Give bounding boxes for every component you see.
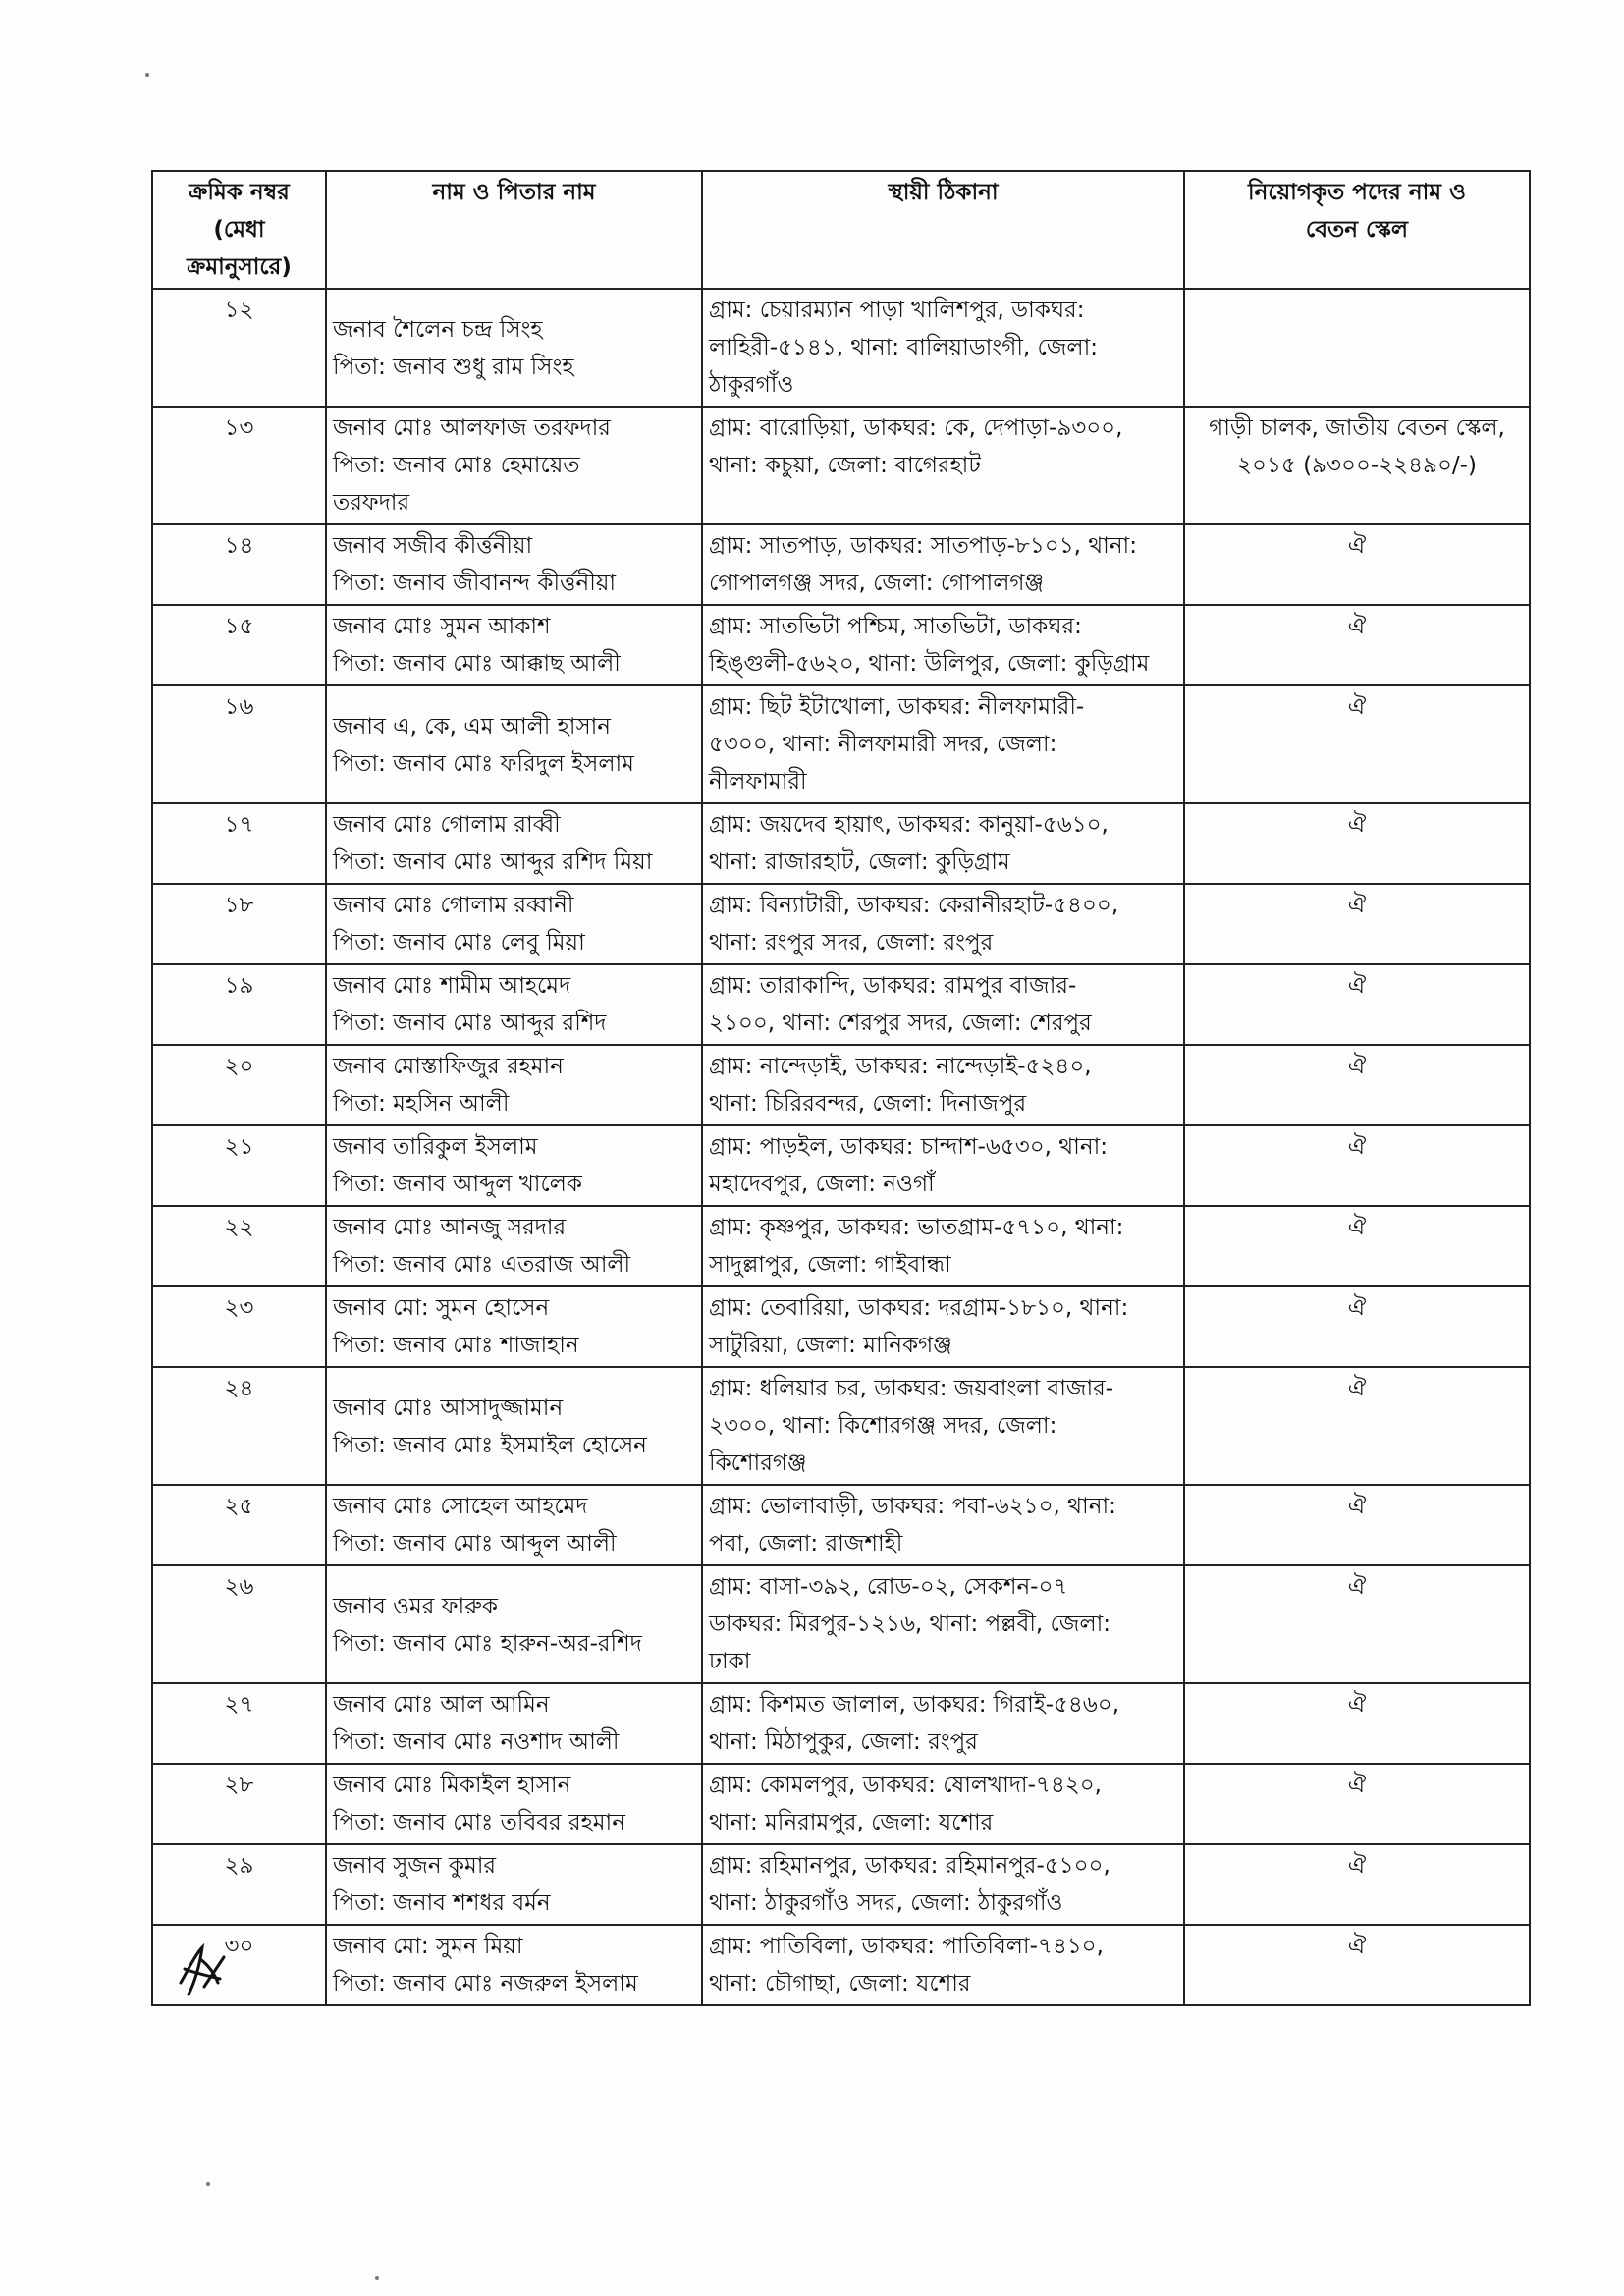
address-line: গ্রাম: সাতপাড়, ডাকঘর: সাতপাড়-৮১০১, থানা:	[709, 533, 1137, 559]
address-line: গ্রাম: পাতিবিলা, ডাকঘর: পাতিবিলা-৭৪১০,	[709, 1934, 1104, 1959]
address-cell	[702, 1485, 1184, 1565]
table-row	[152, 407, 1530, 524]
serial-number: ১৮	[152, 884, 326, 964]
post-name: ঐ	[1347, 1494, 1367, 1519]
post-name: ঐ	[1347, 1215, 1367, 1240]
father-name: পিতা: জনাব মোঃ তবিবর রহমান	[333, 1810, 625, 1835]
address-line: গ্রাম: তেবারিয়া, ডাকঘর: দরগ্রাম-১৮১০, থানা:	[709, 1295, 1129, 1321]
name-cell	[326, 1206, 702, 1286]
table-row	[152, 1206, 1530, 1286]
name-cell	[326, 1045, 702, 1125]
appointee-name: জনাব মোঃ আনজু সরদার	[333, 1215, 567, 1240]
name-cell	[326, 1844, 702, 1925]
father-name: পিতা: জনাব মোঃ নজরুল ইসলাম	[333, 1971, 638, 1996]
serial-number: ২২	[152, 1206, 326, 1286]
address-line: নীলফামারী	[709, 769, 807, 794]
address-line: গ্রাম: কিশমত জালাল, ডাকঘর: গিরাই-৫৪৬০,	[709, 1692, 1120, 1718]
father-name: পিতা: জনাব মোঃ নওশাদ আলী	[333, 1729, 620, 1755]
name-cell	[326, 685, 702, 803]
address-cell	[702, 1206, 1184, 1286]
address-cell	[702, 605, 1184, 685]
post-cell	[1184, 1844, 1530, 1925]
appointee-name: জনাব মোঃ শামীম আহমেদ	[333, 973, 571, 999]
serial-number: ১৩	[152, 407, 326, 524]
father-name: পিতা: জনাব মোঃ ইসমাইল হোসেন	[333, 1433, 647, 1458]
table-row	[152, 1844, 1530, 1925]
name-cell	[326, 1925, 702, 2005]
address-line: গ্রাম: ছিট ইটাখোলা, ডাকঘর: নীলফামারী-	[709, 694, 1085, 720]
address-line: গ্রাম: পাড়ইল, ডাকঘর: চান্দাশ-৬৫৩০, থানা:	[709, 1134, 1108, 1160]
address-cell	[702, 1125, 1184, 1206]
father-name: পিতা: মহসিন আলী	[333, 1091, 510, 1117]
address-line: থানা: কচুয়া, জেলা: বাগেরহাট	[709, 453, 981, 478]
appointee-name: জনাব মোঃ সুমন আকাশ	[333, 614, 551, 639]
address-cell	[702, 289, 1184, 407]
address-line: গ্রাম: ধলিয়ার চর, ডাকঘর: জয়বাংলা বাজার-	[709, 1376, 1114, 1401]
table-row	[152, 1286, 1530, 1367]
address-cell	[702, 1565, 1184, 1683]
address-line: গ্রাম: ভোলাবাড়ী, ডাকঘর: পবা-৬২১০, থানা:	[709, 1494, 1116, 1519]
father-name: পিতা: জনাব মোঃ আব্দুর রশিদ মিয়া	[333, 849, 653, 875]
address-line: সাদুল্লাপুর, জেলা: গাইবান্ধা	[709, 1252, 951, 1278]
address-cell	[702, 1683, 1184, 1764]
appointee-table	[151, 170, 1531, 2006]
address-line: থানা: চিরিরবন্দর, জেলা: দিনাজপুর	[709, 1091, 1027, 1117]
post-cell	[1184, 289, 1530, 407]
appointee-name: জনাব মোস্তাফিজুর রহমান	[333, 1054, 564, 1079]
post-cell	[1184, 1485, 1530, 1565]
address-line: গ্রাম: বারোড়িয়া, ডাকঘর: কে, দেপাড়া-৯৩০০,	[709, 415, 1123, 441]
post-cell	[1184, 1367, 1530, 1485]
address-cell	[702, 1286, 1184, 1367]
appointee-name: জনাব মোঃ মিকাইল হাসান	[333, 1773, 571, 1798]
address-cell	[702, 407, 1184, 524]
post-name: ঐ	[1347, 1692, 1367, 1718]
scan-speck	[145, 73, 149, 77]
post-name: ঐ	[1347, 1134, 1367, 1160]
name-cell	[326, 964, 702, 1045]
father-name: পিতা: জনাব মোঃ লেবু মিয়া	[333, 930, 585, 956]
pay-scale: ২০১৫ (৯৩০০-২২৪৯০/-)	[1237, 453, 1477, 478]
father-name: পিতা: জনাব মোঃ ফরিদুল ইসলাম	[333, 751, 634, 777]
appointee-name: জনাব মো: সুমন হোসেন	[333, 1295, 550, 1321]
serial-number: ৩০	[152, 1925, 326, 2005]
name-cell	[326, 1565, 702, 1683]
name-cell	[326, 407, 702, 524]
serial-number: ২৬	[152, 1565, 326, 1683]
post-name: ঐ	[1347, 1934, 1367, 1959]
table-row	[152, 605, 1530, 685]
post-cell	[1184, 1125, 1530, 1206]
address-line: হিঙ্গুলী-৫৬২০, থানা: উলিপুর, জেলা: কুড়িগ্রাম	[709, 651, 1150, 677]
post-cell	[1184, 1925, 1530, 2005]
father-name-continued: তরফদার	[333, 490, 410, 516]
table-row	[152, 1485, 1530, 1565]
address-line: পবা, জেলা: রাজশাহী	[709, 1531, 903, 1557]
post-cell	[1184, 803, 1530, 884]
appointee-name: জনাব সজীব কীর্ত্তনীয়া	[333, 533, 533, 559]
address-line: সাটুরিয়া, জেলা: মানিকগঞ্জ	[709, 1333, 952, 1358]
address-line: লাহিরী-৫১৪১, থানা: বালিয়াডাংগী, জেলা:	[709, 335, 1098, 360]
address-line: মহাদেবপুর, জেলা: নওগাঁ	[709, 1172, 935, 1197]
father-name: পিতা: জনাব জীবানন্দ কীর্ত্তনীয়া	[333, 571, 617, 596]
table-row	[152, 1764, 1530, 1844]
serial-number: ১৭	[152, 803, 326, 884]
table-row	[152, 1925, 1530, 2005]
appointee-name: জনাব মো: সুমন মিয়া	[333, 1934, 523, 1959]
table-body	[152, 289, 1530, 2005]
appointee-name: জনাব মোঃ গোলাম রাব্বী	[333, 812, 561, 838]
name-cell	[326, 1367, 702, 1485]
table-row	[152, 803, 1530, 884]
serial-number: ২৪	[152, 1367, 326, 1485]
table-row	[152, 1045, 1530, 1125]
address-cell	[702, 1925, 1184, 2005]
post-name: ঐ	[1347, 694, 1367, 720]
address-line: কিশোরগঞ্জ	[709, 1450, 807, 1476]
address-line: ঢাকা	[709, 1649, 751, 1674]
post-cell	[1184, 605, 1530, 685]
serial-number: ১২	[152, 289, 326, 407]
post-name: ঐ	[1347, 812, 1367, 838]
name-cell	[326, 1286, 702, 1367]
post-cell	[1184, 1683, 1530, 1764]
address-line: গ্রাম: রহিমানপুর, ডাকঘর: রহিমানপুর-৫১০০,	[709, 1853, 1110, 1879]
table-row	[152, 1125, 1530, 1206]
table-row	[152, 289, 1530, 407]
header-serial: ক্রমিক নম্বর (মেধা ক্রমানুসারে)	[152, 171, 326, 289]
post-name: ঐ	[1347, 893, 1367, 918]
address-cell	[702, 884, 1184, 964]
post-name: ঐ	[1347, 973, 1367, 999]
appointee-name: জনাব সুজন কুমার	[333, 1853, 497, 1879]
table-row	[152, 524, 1530, 605]
appointee-name: জনাব মোঃ আল আমিন	[333, 1692, 550, 1718]
table-row	[152, 964, 1530, 1045]
address-line: ঠাকুরগাঁও	[709, 372, 794, 398]
post-cell	[1184, 964, 1530, 1045]
address-line: থানা: রংপুর সদর, জেলা: রংপুর	[709, 930, 994, 956]
address-line: গ্রাম: বাসা-৩৯২, রোড-০২, সেকশন-০৭	[709, 1574, 1068, 1600]
appointee-name: জনাব ওমর ফারুক	[333, 1594, 498, 1619]
appointee-name: জনাব শৈলেন চন্দ্র সিংহ	[333, 317, 543, 343]
address-line: গ্রাম: জয়দেব হায়াৎ, ডাকঘর: কানুয়া-৫৬১০,	[709, 812, 1109, 838]
father-name: পিতা: জনাব শশধর বর্মন	[333, 1890, 551, 1916]
name-cell	[326, 1764, 702, 1844]
address-line: ২৩০০, থানা: কিশোরগঞ্জ সদর, জেলা:	[709, 1413, 1057, 1439]
post-cell	[1184, 1764, 1530, 1844]
post-name: ঐ	[1347, 1574, 1367, 1600]
name-cell	[326, 289, 702, 407]
post-cell	[1184, 1286, 1530, 1367]
table-row	[152, 1683, 1530, 1764]
post-name: গাড়ী চালক, জাতীয় বেতন স্কেল,	[1209, 415, 1505, 441]
father-name: পিতা: জনাব মোঃ শাজাহান	[333, 1333, 579, 1358]
address-cell	[702, 1367, 1184, 1485]
address-line: গোপালগঞ্জ সদর, জেলা: গোপালগঞ্জ	[709, 571, 1045, 596]
address-line: গ্রাম: কৃষ্ণপুর, ডাকঘর: ভাতগ্রাম-৫৭১০, থানা:	[709, 1215, 1124, 1240]
header-address: স্থায়ী ঠিকানা	[702, 171, 1184, 289]
name-cell	[326, 1683, 702, 1764]
address-line: গ্রাম: চেয়ারম্যান পাড়া খালিশপুর, ডাকঘর:	[709, 298, 1085, 323]
address-line: থানা: চৌগাছা, জেলা: যশোর	[709, 1971, 971, 1996]
name-cell	[326, 605, 702, 685]
scan-speck	[375, 2276, 379, 2280]
name-cell	[326, 1125, 702, 1206]
post-cell	[1184, 1206, 1530, 1286]
address-cell	[702, 964, 1184, 1045]
address-line: ২১০০, থানা: শেরপুর সদর, জেলা: শেরপুর	[709, 1011, 1092, 1036]
address-cell	[702, 1844, 1184, 1925]
serial-number: ১৪	[152, 524, 326, 605]
address-cell	[702, 1764, 1184, 1844]
post-cell	[1184, 685, 1530, 803]
name-cell	[326, 524, 702, 605]
appointee-name: জনাব মোঃ সোহেল আহমেদ	[333, 1494, 588, 1519]
serial-number: ১৬	[152, 685, 326, 803]
header-name: নাম ও পিতার নাম	[326, 171, 702, 289]
post-cell	[1184, 1045, 1530, 1125]
post-cell	[1184, 407, 1530, 524]
address-line: গ্রাম: সাতভিটা পশ্চিম, সাতভিটা, ডাকঘর:	[709, 614, 1082, 639]
post-name: ঐ	[1347, 1376, 1367, 1401]
serial-number: ২৮	[152, 1764, 326, 1844]
address-line: থানা: মিঠাপুকুর, জেলা: রংপুর	[709, 1729, 978, 1755]
address-line: থানা: ঠাকুরগাঁও সদর, জেলা: ঠাকুরগাঁও	[709, 1890, 1063, 1916]
appointee-name: জনাব মোঃ গোলাম রব্বানী	[333, 893, 574, 918]
address-line: গ্রাম: নান্দেড়াই, ডাকঘর: নান্দেড়াই-৫২৪০,	[709, 1054, 1092, 1079]
appointee-name: জনাব এ, কে, এম আলী হাসান	[333, 714, 612, 739]
appointee-name: জনাব তারিকুল ইসলাম	[333, 1134, 538, 1160]
address-line: ডাকঘর: মিরপুর-১২১৬, থানা: পল্লবী, জেলা:	[709, 1612, 1111, 1637]
serial-number: ২৯	[152, 1844, 326, 1925]
table-row	[152, 884, 1530, 964]
post-name: ঐ	[1347, 1295, 1367, 1321]
serial-number: ২৫	[152, 1485, 326, 1565]
serial-number: ১৯	[152, 964, 326, 1045]
scan-speck	[206, 2182, 210, 2186]
address-line: থানা: মনিরামপুর, জেলা: যশোর	[709, 1810, 994, 1835]
serial-number: ২১	[152, 1125, 326, 1206]
table-row	[152, 685, 1530, 803]
post-name: ঐ	[1347, 1773, 1367, 1798]
serial-number: ২৭	[152, 1683, 326, 1764]
serial-number: ১৫	[152, 605, 326, 685]
table-row	[152, 1367, 1530, 1485]
father-name: পিতা: জনাব শুধু রাম সিংহ	[333, 355, 574, 380]
address-cell	[702, 524, 1184, 605]
signature-mark	[175, 1940, 230, 1998]
post-name: ঐ	[1347, 614, 1367, 639]
post-cell	[1184, 884, 1530, 964]
serial-number: ২০	[152, 1045, 326, 1125]
header-post: নিয়োগকৃত পদের নাম ও বেতন স্কেল	[1184, 171, 1530, 289]
address-line: ৫৩০০, থানা: নীলফামারী সদর, জেলা:	[709, 732, 1057, 757]
address-line: গ্রাম: তারাকান্দি, ডাকঘর: রামপুর বাজার-	[709, 973, 1077, 999]
name-cell	[326, 884, 702, 964]
father-name: পিতা: জনাব মোঃ আক্কাছ আলী	[333, 651, 621, 677]
post-name: ঐ	[1347, 1853, 1367, 1879]
address-line: গ্রাম: কোমলপুর, ডাকঘর: ষোলখাদা-৭৪২০,	[709, 1773, 1102, 1798]
address-cell	[702, 1045, 1184, 1125]
father-name: পিতা: জনাব মোঃ হারুন-অর-রশিদ	[333, 1631, 642, 1657]
post-name: ঐ	[1347, 1054, 1367, 1079]
address-line: থানা: রাজারহাট, জেলা: কুড়িগ্রাম	[709, 849, 1010, 875]
father-name: পিতা: জনাব মোঃ এতরাজ আলী	[333, 1252, 631, 1278]
address-line: গ্রাম: বিন্যাটারী, ডাকঘর: কেরানীরহাট-৫৪০০,	[709, 893, 1119, 918]
father-name: পিতা: জনাব আব্দুল খালেক	[333, 1172, 582, 1197]
serial-number: ২৩	[152, 1286, 326, 1367]
name-cell	[326, 803, 702, 884]
appointee-name: জনাব মোঃ আসাদুজ্জামান	[333, 1395, 564, 1421]
father-name: পিতা: জনাব মোঃ হেমায়েত	[333, 453, 580, 478]
address-cell	[702, 685, 1184, 803]
appointee-name: জনাব মোঃ আলফাজ তরফদার	[333, 415, 611, 441]
name-cell	[326, 1485, 702, 1565]
father-name: পিতা: জনাব মোঃ আব্দুল আলী	[333, 1531, 617, 1557]
father-name: পিতা: জনাব মোঃ আব্দুর রশিদ	[333, 1011, 607, 1036]
post-cell	[1184, 1565, 1530, 1683]
post-cell	[1184, 524, 1530, 605]
table-row	[152, 1565, 1530, 1683]
address-cell	[702, 803, 1184, 884]
post-name: ঐ	[1347, 533, 1367, 559]
table-header-row	[152, 171, 1530, 289]
